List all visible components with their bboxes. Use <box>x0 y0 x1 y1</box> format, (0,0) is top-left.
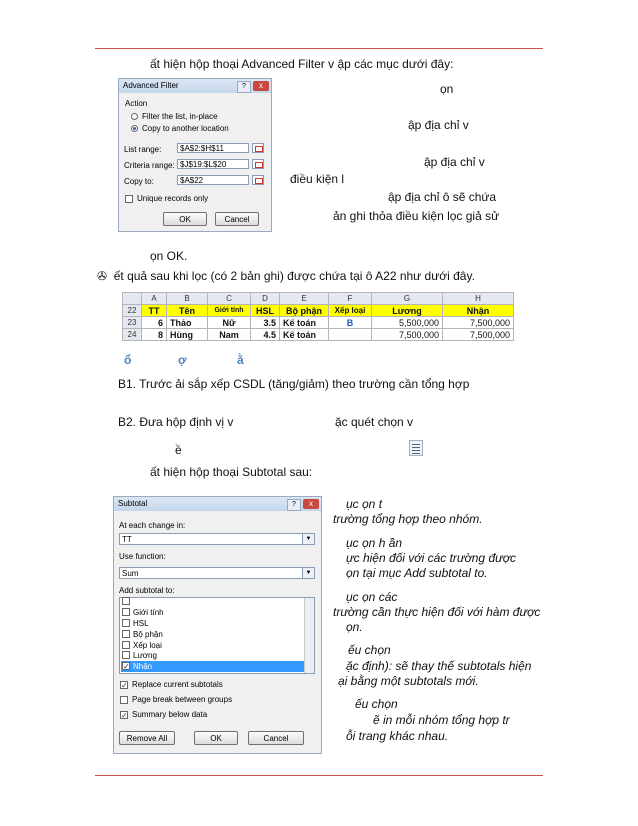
field-name: Xếp loại <box>133 641 162 650</box>
row-number: 22 <box>123 305 142 317</box>
field-checkbox[interactable] <box>122 641 130 649</box>
summary-below-checkbox[interactable]: ✓ <box>121 711 128 720</box>
add-subtotal-label: Add subtotal to: <box>119 586 175 595</box>
help-icon[interactable]: ? <box>237 81 251 93</box>
cell: B <box>329 317 372 329</box>
page-break-checkbox[interactable] <box>120 696 128 704</box>
header-cell: Lương <box>372 305 443 317</box>
text-fragment: ản ghi thỏa điều kiện lọc giả sử <box>333 209 500 223</box>
desc-line: ục ọn h ần <box>346 536 403 550</box>
cell: Hùng <box>167 329 208 341</box>
header-cell: Bộ phận <box>280 305 329 317</box>
desc-line: ọn tại mục Add subtotal to. <box>346 566 488 580</box>
list-item[interactable] <box>122 607 164 618</box>
cell: 6 <box>142 317 167 329</box>
step-2-right: ặc quét chọn v <box>335 415 414 429</box>
column-letter: G <box>372 293 443 305</box>
header-cell: TT <box>142 305 167 317</box>
header-cell: Giới tính <box>208 305 251 317</box>
column-letter: B <box>167 293 208 305</box>
filter-inplace-label: Filter the list, in-place <box>142 112 218 121</box>
use-function-value: Sum <box>122 569 139 578</box>
field-name: Lương <box>133 651 157 660</box>
field-checkbox[interactable] <box>122 619 130 627</box>
cell: Kế toán <box>280 329 329 341</box>
header-cell: HSL <box>251 305 280 317</box>
desc-line: ẽ in mỗi nhóm tổng hợp tr <box>373 713 510 727</box>
column-letter: A <box>142 293 167 305</box>
text-fragment: ập địa chỉ ô sẽ chứa <box>388 190 497 204</box>
column-letters-row <box>123 293 514 305</box>
copy-location-label: Copy to another location <box>142 124 229 133</box>
page-break-label: Page break between groups <box>132 695 233 704</box>
step-1: B1. Trước ải sắp xếp CSDL (tăng/giảm) theo trường cần tổng hợp <box>118 377 470 391</box>
help-icon[interactable]: ? <box>287 499 301 511</box>
desc-line: ọn. <box>346 620 363 634</box>
cell: Kế toán <box>280 317 329 329</box>
cell: 7,500,000 <box>443 317 514 329</box>
unique-records-label: Unique records only <box>137 194 209 203</box>
list-range-input[interactable]: $A$2:$H$11 <box>177 143 249 153</box>
cell <box>329 329 372 341</box>
header-cell: Tên <box>167 305 208 317</box>
at-each-change-select[interactable] <box>119 533 315 545</box>
field-checkbox[interactable] <box>122 608 130 616</box>
action-label: Action <box>125 99 148 108</box>
table-row <box>123 317 514 329</box>
replace-subtotals-checkbox[interactable]: ✓ <box>121 681 128 690</box>
ok-button[interactable]: OK <box>194 731 238 745</box>
close-icon[interactable]: x <box>253 81 269 91</box>
unique-records-checkbox[interactable] <box>125 195 133 203</box>
column-letter: C <box>208 293 251 305</box>
column-letter: H <box>443 293 514 305</box>
top-rule <box>95 48 543 49</box>
list-item[interactable] <box>122 618 149 629</box>
subtotal-dialog <box>113 496 322 754</box>
use-function-select[interactable] <box>119 567 315 579</box>
list-item[interactable] <box>122 629 163 640</box>
copy-location-radio[interactable] <box>131 125 138 132</box>
field-checkbox[interactable] <box>122 651 130 659</box>
result-line <box>97 269 475 283</box>
header-cell: Nhận <box>443 305 514 317</box>
use-function-label: Use function: <box>119 552 166 561</box>
heading-char: ợ <box>178 353 187 367</box>
step-2-next: ề <box>175 443 182 457</box>
ok-instruction: ọn OK. <box>150 249 188 263</box>
cell: Nam <box>208 329 251 341</box>
filtered-result-table <box>122 292 514 341</box>
desc-line: ếu chọn <box>348 643 391 657</box>
cancel-button[interactable]: Cancel <box>248 731 304 745</box>
close-icon[interactable]: x <box>303 499 319 509</box>
remove-all-button[interactable]: Remove All <box>119 731 175 745</box>
field-checkbox[interactable] <box>122 630 130 638</box>
heading-char: ằ <box>237 353 244 367</box>
filter-inplace-radio[interactable] <box>131 113 138 120</box>
table-header-row <box>123 305 514 317</box>
list-scrollbar[interactable] <box>304 598 314 673</box>
at-each-change-value: TT <box>122 535 132 544</box>
desc-line: trường tổng hợp theo nhóm. <box>333 512 483 526</box>
summary-below-label: Summary below data <box>132 710 208 719</box>
cell: 8 <box>142 329 167 341</box>
cell: 5,500,000 <box>372 317 443 329</box>
desc-line: ặc định): sẽ thay thế subtotals hiện <box>346 659 532 673</box>
list-item[interactable] <box>122 650 157 661</box>
field-checkbox[interactable] <box>122 597 130 605</box>
copy-to-input[interactable]: $A$22 <box>177 175 249 185</box>
range-picker-icon[interactable] <box>252 143 264 153</box>
copy-to-label: Copy to: <box>124 177 154 186</box>
heading-char: ổ <box>124 353 132 367</box>
advanced-filter-title: Advanced Filter <box>119 79 271 93</box>
row-number: 23 <box>123 317 142 329</box>
text-fragment: điều kiện l <box>290 172 345 186</box>
cell: 7,500,000 <box>372 329 443 341</box>
desc-line: ục ọn t <box>346 497 383 511</box>
text-fragment: ập địa chỉ v <box>424 155 485 169</box>
at-each-change-label: At each change in: <box>119 521 186 530</box>
table-row <box>123 329 514 341</box>
bottom-rule <box>95 775 543 776</box>
desc-line: ực hiện đối với các trường được <box>346 551 516 565</box>
replace-subtotals-label: Replace current subtotals <box>132 680 223 689</box>
step-2-left: B2. Đưa hộp định vị v <box>118 415 234 429</box>
subtotal-icon <box>409 440 423 456</box>
list-range-label: List range: <box>124 145 162 154</box>
desc-line: ỗi trang khác nhau. <box>346 729 449 743</box>
advanced-filter-dialog <box>118 78 272 232</box>
field-name: Giới tính <box>133 608 164 617</box>
arrow-bullet-icon: ✇ <box>97 269 114 283</box>
cancel-button[interactable]: Cancel <box>215 212 259 226</box>
column-letter: E <box>280 293 329 305</box>
list-item[interactable] <box>122 596 133 607</box>
text-fragment: ọn <box>440 82 454 96</box>
text-fragment: ập địa chỉ v <box>408 118 469 132</box>
cell: 7,500,000 <box>443 329 514 341</box>
range-picker-icon[interactable] <box>252 159 264 169</box>
desc-line: ếu chọn <box>355 697 398 711</box>
header-cell: Xếp loại <box>329 305 372 317</box>
cell: Nữ <box>208 317 251 329</box>
subtotal-title: Subtotal <box>114 497 321 511</box>
list-item[interactable] <box>122 661 152 672</box>
desc-line: ục ọn các <box>346 590 398 604</box>
criteria-range-label: Criteria range: <box>124 161 175 170</box>
field-name: Bộ phận <box>133 630 163 639</box>
criteria-range-input[interactable]: $J$19:$L$20 <box>177 159 249 169</box>
desc-line: trường cần thực hiện đối với hàm được <box>333 605 541 619</box>
cell: Thảo <box>167 317 208 329</box>
cell: 3.5 <box>251 317 280 329</box>
cell: 4.5 <box>251 329 280 341</box>
column-letter: D <box>251 293 280 305</box>
chevron-down-icon[interactable]: ▼ <box>302 534 314 544</box>
field-checkbox-checked[interactable]: ✓ <box>123 661 130 671</box>
desc-line: ại bằng một subtotals mới. <box>338 674 479 688</box>
row-number: 24 <box>123 329 142 341</box>
corner-cell <box>123 293 142 305</box>
field-name: Nhận <box>133 662 153 671</box>
range-picker-icon[interactable] <box>252 175 264 185</box>
result-text: ết quả sau khi lọc (có 2 bản ghi) được chứa tại ô A22 như dưới đây. <box>113 269 475 283</box>
add-subtotal-list[interactable] <box>119 597 315 674</box>
subtotal-intro: ất hiện hộp thoại Subtotal sau: <box>150 465 313 479</box>
field-name: HSL <box>133 619 149 628</box>
chevron-down-icon[interactable]: ▼ <box>302 568 314 578</box>
ok-button[interactable]: OK <box>163 212 207 226</box>
advanced-filter-intro: ất hiện hộp thoại Advanced Filter v ập các mục dưới đây: <box>150 57 454 71</box>
column-letter: F <box>329 293 372 305</box>
